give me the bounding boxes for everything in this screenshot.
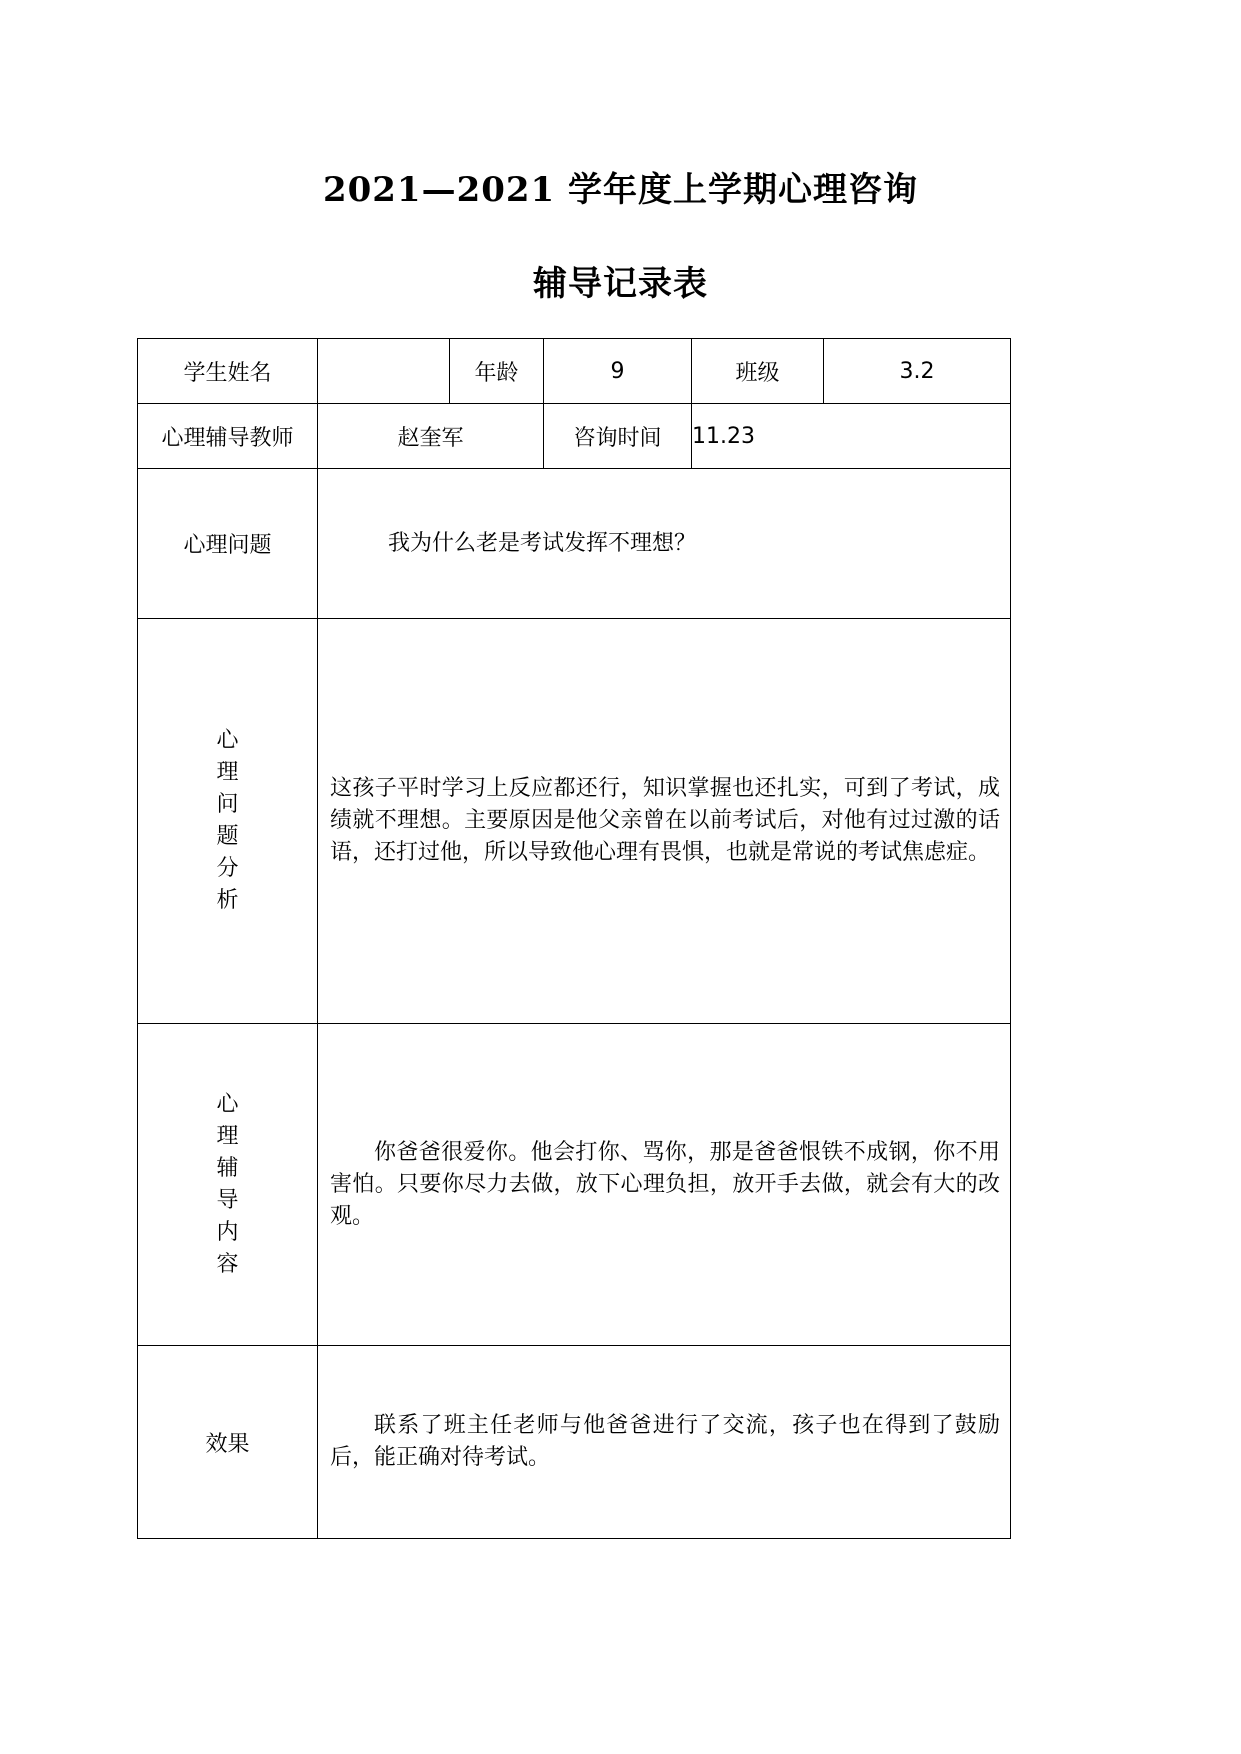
table-row-analysis (138, 619, 1011, 1024)
consult-time-label: 咨询时间 (544, 404, 692, 469)
analysis-label-char: 问 (216, 792, 239, 817)
table-row-guidance (138, 1024, 1011, 1346)
analysis-label-char: 析 (216, 888, 239, 913)
age-value[interactable]: 9 (544, 339, 692, 404)
guidance-label-char: 容 (216, 1251, 239, 1277)
age-label: 年龄 (450, 339, 544, 404)
counseling-record-table (137, 338, 1011, 1539)
effect-label: 效果 (138, 1346, 318, 1539)
student-name-value[interactable] (318, 339, 450, 404)
analysis-label-char: 心 (216, 728, 239, 753)
table-row-student-info (138, 339, 1011, 404)
teacher-label: 心理辅导教师 (138, 404, 318, 469)
analysis-label (138, 619, 318, 1024)
analysis-label-char: 理 (216, 760, 239, 785)
document-title-line2: 辅导记录表 (533, 264, 708, 304)
guidance-label-char: 心 (216, 1091, 239, 1117)
guidance-cell[interactable] (318, 1024, 1011, 1346)
table-row-problem (138, 469, 1011, 619)
guidance-label-char: 辅 (216, 1155, 239, 1181)
consult-time-value[interactable]: 11.23 (692, 404, 1011, 469)
table-row-teacher-info (138, 404, 1011, 469)
document-title-line1: 2021—2021 学年度上学期心理咨询 (322, 170, 919, 210)
guidance-text: 你爸爸很爱你。他会打你、骂你，那是爸爸恨铁不成钢，你不用害怕。只要你尽力去做，放下心理负担，放开手去做，就会有大的改观。 (330, 1139, 1000, 1229)
effect-text: 联系了班主任老师与他爸爸进行了交流，孩子也在得到了鼓励后，能正确对待考试。 (330, 1413, 1000, 1470)
guidance-label (138, 1024, 318, 1346)
student-name-label: 学生姓名 (138, 339, 318, 404)
guidance-label-char: 理 (216, 1123, 239, 1149)
effect-cell[interactable] (318, 1346, 1011, 1539)
problem-text: 我为什么老是考试发挥不理想？ (388, 530, 697, 556)
problem-cell[interactable] (318, 469, 1011, 619)
teacher-value[interactable]: 赵奎军 (318, 404, 544, 469)
table-row-effect (138, 1346, 1011, 1539)
analysis-cell[interactable] (318, 619, 1011, 1024)
analysis-label-char: 分 (216, 856, 239, 881)
guidance-label-char: 内 (216, 1219, 239, 1245)
analysis-text: 这孩子平时学习上反应都还行，知识掌握也还扎实，可到了考试，成绩就不理想。主要原因是他父亲曾在以前考试后，对他有过过激的话语，还打过他，所以导致他心理有畏惧，也就是常说的考试焦虑症。 (330, 776, 1000, 865)
class-value[interactable]: 3.2 (824, 339, 1011, 404)
analysis-label-char: 题 (216, 824, 239, 849)
class-label: 班级 (692, 339, 824, 404)
guidance-label-char: 导 (216, 1187, 239, 1213)
problem-label: 心理问题 (138, 469, 318, 619)
